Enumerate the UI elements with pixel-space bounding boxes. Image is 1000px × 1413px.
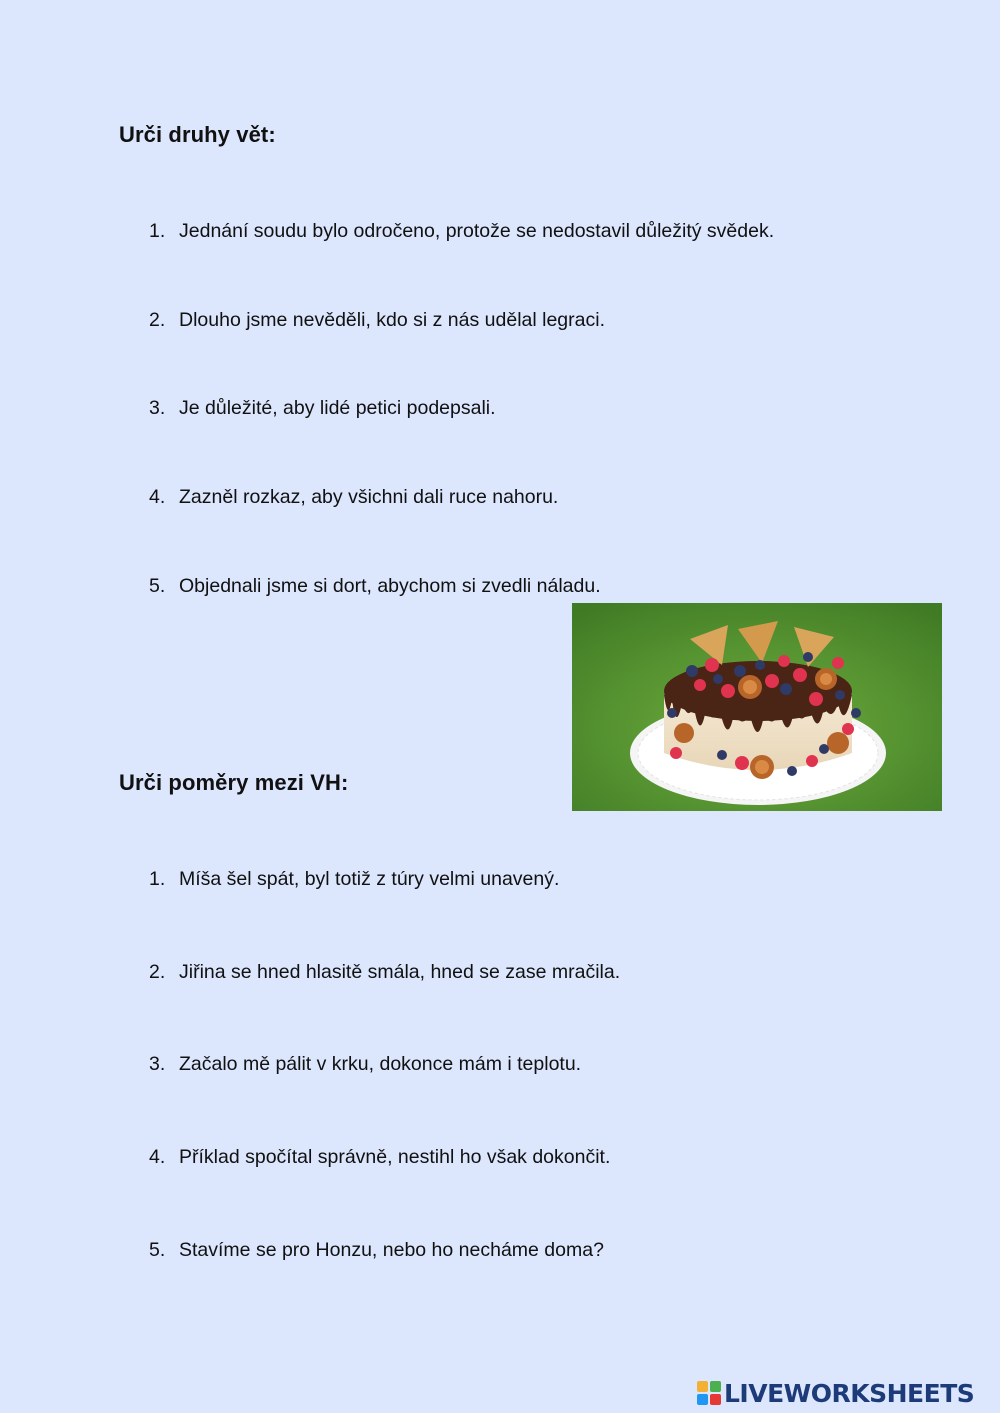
item-text: Objednali jsme si dort, abychom si zvedli náladu.	[179, 575, 601, 597]
list-item	[149, 867, 559, 891]
list-item	[149, 1052, 581, 1076]
logo-text: LIVEWORKSHEETS	[724, 1378, 975, 1408]
item-text: Začalo mě pálit v krku, dokonce mám i teplotu.	[179, 1053, 582, 1075]
item-number: 2.	[149, 309, 166, 331]
list-item	[149, 1238, 604, 1262]
item-text: Dlouho jsme nevěděli, kdo si z nás udělal legraci.	[179, 309, 605, 331]
list-item	[149, 485, 558, 509]
liveworksheets-logo-icon	[697, 1381, 721, 1405]
item-text: Stavíme se pro Honzu, nebo ho necháme doma?	[179, 1239, 604, 1261]
list-item	[149, 308, 605, 332]
item-number: 4.	[149, 1146, 166, 1168]
item-text: Zazněl rozkaz, aby všichni dali ruce nahoru.	[179, 486, 559, 508]
item-text: Příklad spočítal správně, nestihl ho však dokončit.	[179, 1146, 611, 1168]
item-number: 3.	[149, 1053, 166, 1075]
item-text: Jednání soudu bylo odročeno, protože se nedostavil důležitý svědek.	[179, 220, 775, 242]
section2-heading: Urči poměry mezi VH:	[119, 770, 349, 795]
list-item	[149, 219, 774, 243]
list-item	[149, 396, 496, 420]
item-text: Je důležité, aby lidé petici podepsali.	[179, 397, 496, 419]
list-item	[149, 574, 601, 598]
item-number: 1.	[149, 220, 166, 242]
list-item	[149, 1145, 610, 1169]
cake-photo	[572, 603, 942, 811]
item-number: 5.	[149, 575, 166, 597]
item-number: 1.	[149, 868, 166, 890]
cake-illustration	[572, 603, 942, 811]
list-item	[149, 960, 620, 984]
liveworksheets-logo[interactable]	[697, 1378, 974, 1408]
item-text: Jiřina se hned hlasitě smála, hned se zase mračila.	[179, 961, 621, 983]
section1-heading: Urči druhy vět:	[119, 122, 276, 147]
item-number: 5.	[149, 1239, 166, 1261]
item-number: 3.	[149, 397, 166, 419]
item-text: Míša šel spát, byl totiž z túry velmi unavený.	[179, 868, 560, 890]
item-number: 2.	[149, 961, 166, 983]
item-number: 4.	[149, 486, 166, 508]
